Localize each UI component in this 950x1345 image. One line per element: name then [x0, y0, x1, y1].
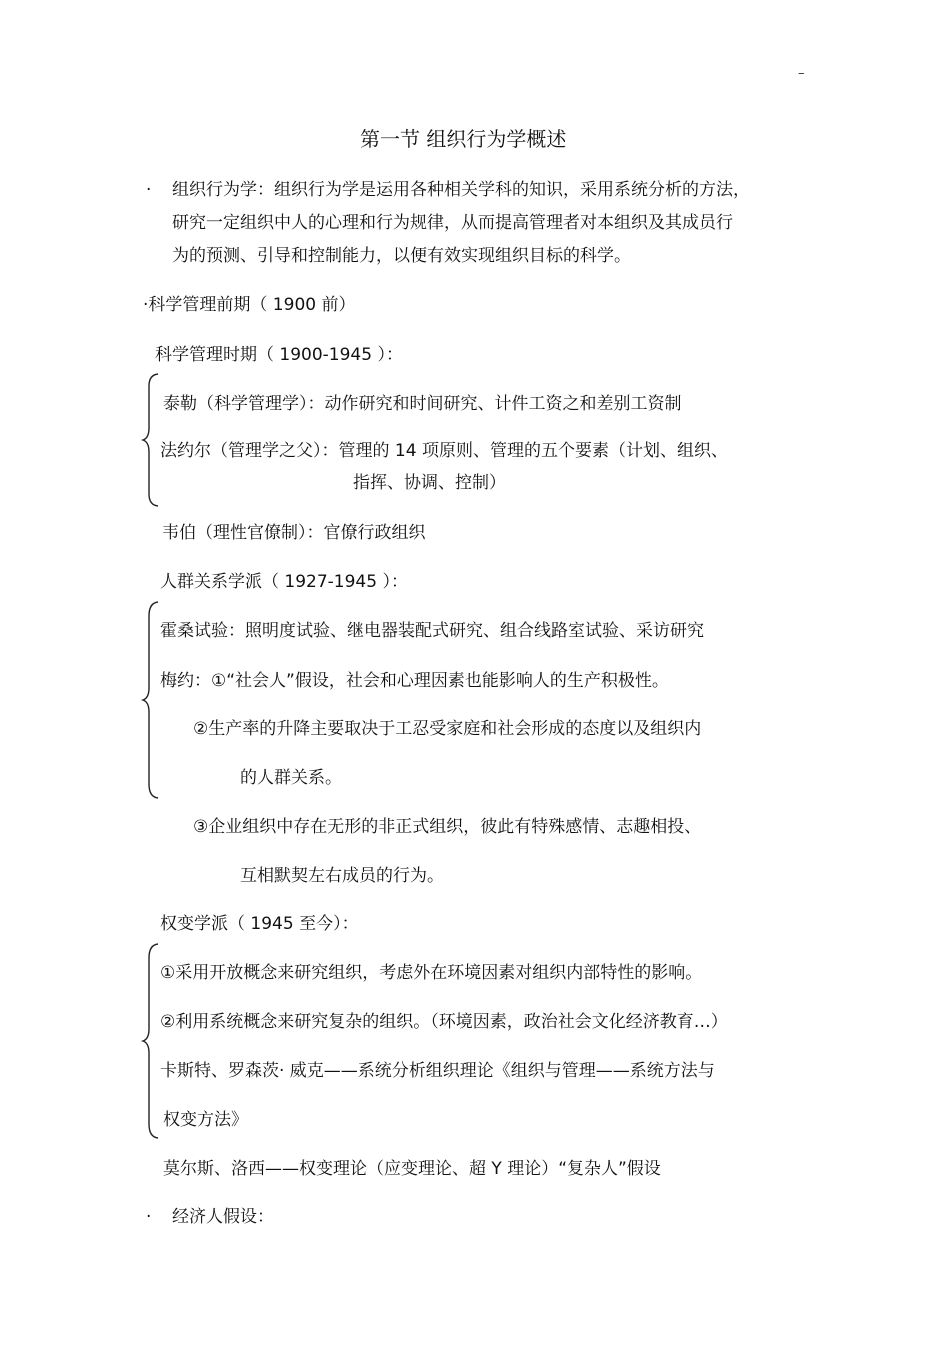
- fayol-line-1: 法约尔（管理学之父）：管理的 14 项原则、管理的五个要素（计划、组织、: [160, 441, 728, 461]
- definition-line-2: 研究一定组织中人的心理和行为规律，从而提高管理者对本组织及其成员行: [172, 213, 733, 233]
- fayol-line-2: 指挥、协调、控制）: [353, 473, 506, 493]
- human-relations-heading: 人群关系学派（ 1927-1945 ）：: [160, 572, 408, 592]
- brace-human-relations: [142, 600, 162, 800]
- scientific-management-heading: 科学管理时期（ 1900-1945 ）：: [155, 345, 403, 365]
- economic-man-heading: 经济人假设：: [172, 1207, 274, 1227]
- morse-line: 莫尔斯、洛西——权变理论（应变理论、超 Y 理论）“复杂人”假设: [163, 1159, 661, 1179]
- brace-scientific-management: [142, 372, 162, 508]
- kast-line-2: 权变方法》: [163, 1110, 248, 1130]
- kast-line-1: 卡斯特、罗森茨· 威克——系统分析组织理论《组织与管理——系统方法与: [160, 1061, 715, 1081]
- taylor-line: 泰勒（科学管理学）：动作研究和时间研究、计件工资之和差别工资制: [163, 394, 682, 414]
- mayo-point-2-line-1: ②生产率的升降主要取决于工忍受家庭和社会形成的态度以及组织内: [193, 719, 702, 739]
- definition-line-3: 为的预测、引导和控制能力，以便有效实现组织目标的科学。: [172, 246, 631, 266]
- contingency-point-1: ①采用开放概念来研究组织，考虑外在环境因素对组织内部特性的影响。: [160, 963, 703, 983]
- contingency-point-2: ②利用系统概念来研究复杂的组织。（环境因素，政治社会文化经济教育…）: [160, 1012, 728, 1032]
- mayo-point-1: 梅约：①“社会人”假设，社会和心理因素也能影响人的生产积极性。: [160, 671, 669, 691]
- contingency-heading: 权变学派（ 1945 至今）：: [160, 914, 359, 934]
- mayo-point-3-line-2: 互相默契左右成员的行为。: [240, 866, 444, 886]
- definition-line-1: 组织行为学：组织行为学是运用各种相关学科的知识，采用系统分析的方法，: [172, 180, 750, 200]
- bullet-economic-man: ·: [146, 1207, 152, 1227]
- mayo-point-3-line-1: ③企业组织中存在无形的非正式组织，彼此有特殊感情、志趣相投、: [193, 817, 702, 837]
- page-marker: –: [798, 66, 805, 81]
- bullet-definition: ·: [146, 180, 152, 200]
- brace-contingency: [142, 942, 162, 1140]
- hawthorne-line: 霍桑试验：照明度试验、继电器装配式研究、组合线路室试验、采访研究: [160, 621, 704, 641]
- section-title: 第一节 组织行为学概述: [360, 127, 567, 151]
- weber-line: 韦伯（理性官僚制）：官僚行政组织: [162, 523, 426, 543]
- mayo-point-2-line-2: 的人群关系。: [240, 768, 342, 788]
- early-period-heading: ·科学管理前期（ 1900 前）: [143, 295, 356, 315]
